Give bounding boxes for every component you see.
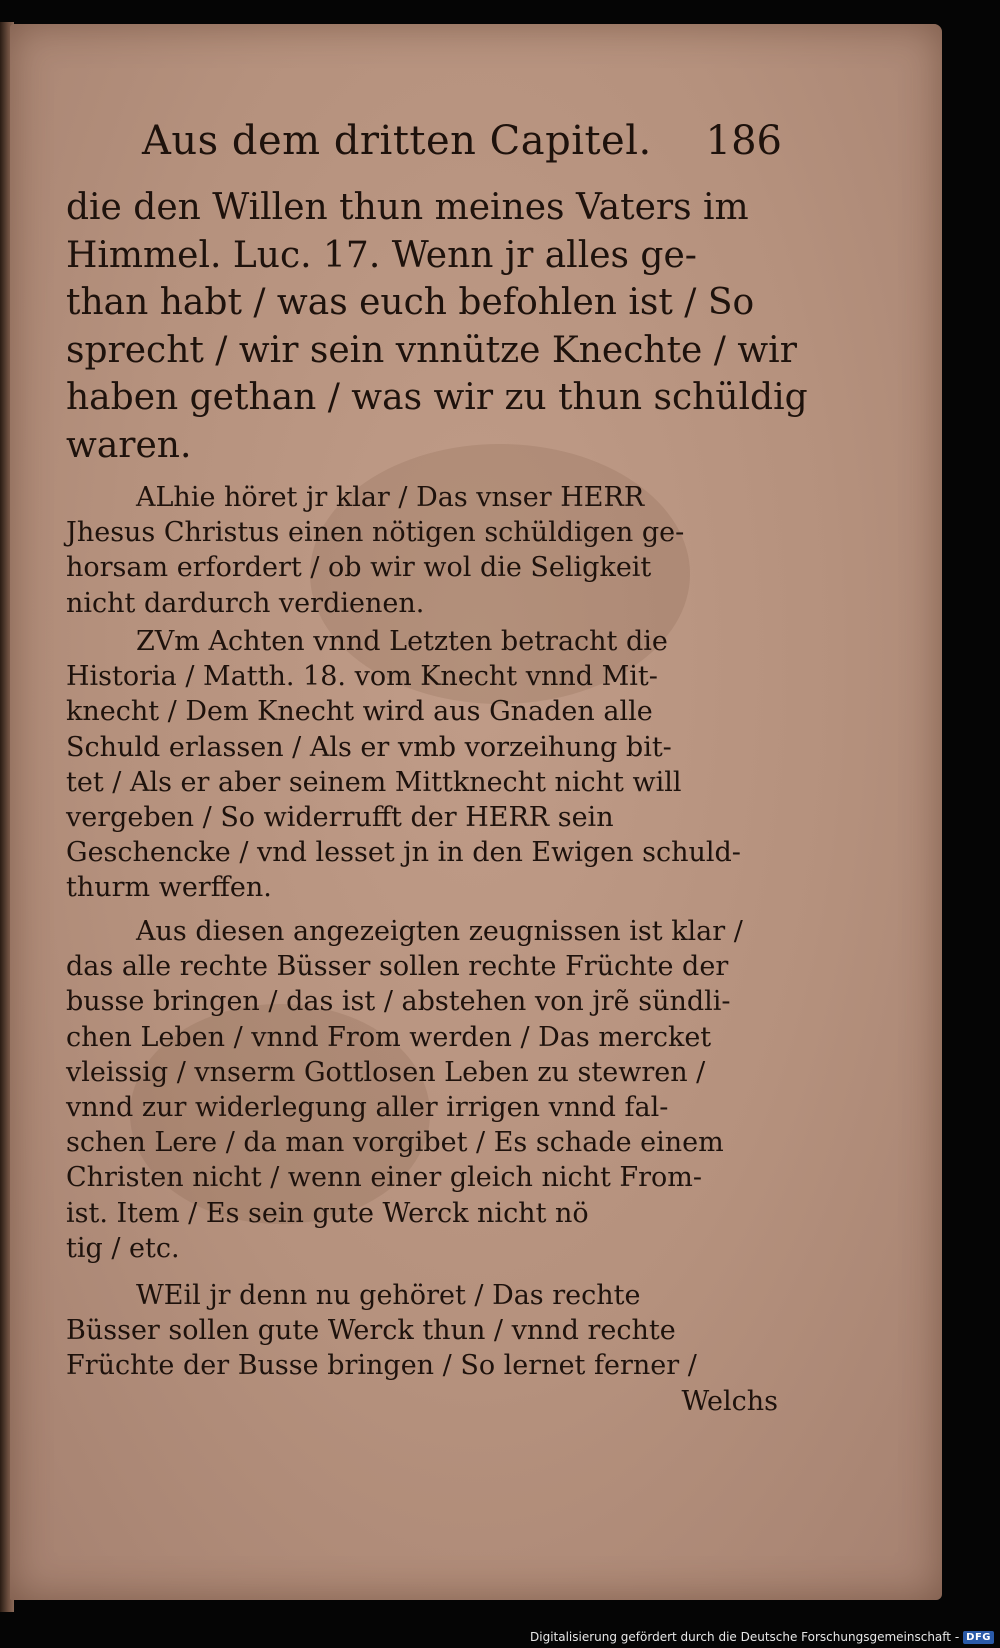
running-head-title: Aus dem dritten Capitel. bbox=[142, 118, 652, 164]
digitization-credit bbox=[530, 1628, 994, 1646]
text-line: tet / Als er aber seinem Mittknecht nicht will bbox=[66, 766, 682, 798]
text-line: haben gethan / was wir zu thun schüldig bbox=[66, 377, 808, 418]
text-line: tig / etc. bbox=[66, 1232, 180, 1264]
text-line: nicht dardurch verdienen. bbox=[66, 587, 425, 619]
text-line: Aus diesen angezeigten zeugnissen ist klar / bbox=[136, 916, 743, 947]
text-line: chen Leben / vnnd From werden / Das mercket bbox=[66, 1021, 712, 1053]
running-head bbox=[66, 114, 782, 174]
paragraph-alhie bbox=[66, 480, 778, 621]
text-line: ALhie höret jr klar / Das vnser HERR bbox=[136, 482, 645, 513]
text-line: Jhesus Christus einen nötigen schüldigen ge- bbox=[66, 517, 685, 549]
text-line: vnnd zur widerlegung aller irrigen vnnd fal- bbox=[66, 1091, 669, 1123]
text-line: thurm werffen. bbox=[66, 872, 272, 904]
paragraph-weil bbox=[66, 1278, 778, 1419]
text-line: than habt / was euch befohlen ist / So bbox=[66, 282, 755, 323]
text-line: vergeben / So widerrufft der HERR sein bbox=[66, 801, 614, 833]
text-line: waren. bbox=[66, 424, 192, 466]
text-line: die den Willen thun meines Vaters im bbox=[66, 187, 749, 228]
text-line: horsam erfordert / ob wir wol die Seligkeit bbox=[66, 552, 652, 584]
large-type-passage bbox=[66, 184, 808, 469]
text-line: busse bringen / das ist / abstehen von jrẽ sündli- bbox=[66, 986, 731, 1018]
book-page bbox=[10, 24, 942, 1600]
text-line: Früchte der Busse bringen / So lernet ferner / bbox=[66, 1350, 697, 1382]
credit-text: Digitalisierung gefördert durch die Deutsche Forschungsgemeinschaft - bbox=[530, 1630, 960, 1644]
text-line: das alle rechte Büsser sollen rechte Früchte der bbox=[66, 951, 729, 983]
text-line: Büsser sollen gute Werck thun / vnnd rechte bbox=[66, 1315, 676, 1347]
text-line: Schuld erlassen / Als er vmb vorzeihung bit- bbox=[66, 731, 672, 763]
dfg-logo: DFG bbox=[963, 1631, 994, 1644]
page-number: 186 bbox=[705, 118, 782, 164]
catchword: Welchs bbox=[681, 1385, 778, 1417]
text-line: sprecht / wir sein vnnütze Knechte / wir bbox=[66, 329, 797, 371]
paragraph-aus-diesen bbox=[66, 914, 778, 1266]
text-line: Geschencke / vnd lesset jn in den Ewigen schuld- bbox=[66, 837, 741, 869]
text-line: Christen nicht / wenn einer gleich nicht From- bbox=[66, 1162, 703, 1194]
text-line: Historia / Matth. 18. vom Knecht vnnd Mit- bbox=[66, 661, 658, 693]
text-line: knecht / Dem Knecht wird aus Gnaden alle bbox=[66, 696, 653, 728]
text-line: schen Lere / da man vorgibet / Es schade einem bbox=[66, 1127, 724, 1159]
text-line: WEil jr denn nu gehöret / Das rechte bbox=[136, 1280, 641, 1311]
text-line: vleissig / vnserm Gottlosen Leben zu stewren / bbox=[66, 1056, 706, 1088]
text-line: ZVm Achten vnnd Letzten betracht die bbox=[136, 626, 668, 657]
text-line: ist. Item / Es sein gute Werck nicht nö bbox=[66, 1197, 589, 1229]
text-line: Himmel. Luc. 17. Wenn jr alles ge- bbox=[66, 234, 697, 276]
paragraph-zvm-achten bbox=[66, 624, 778, 906]
